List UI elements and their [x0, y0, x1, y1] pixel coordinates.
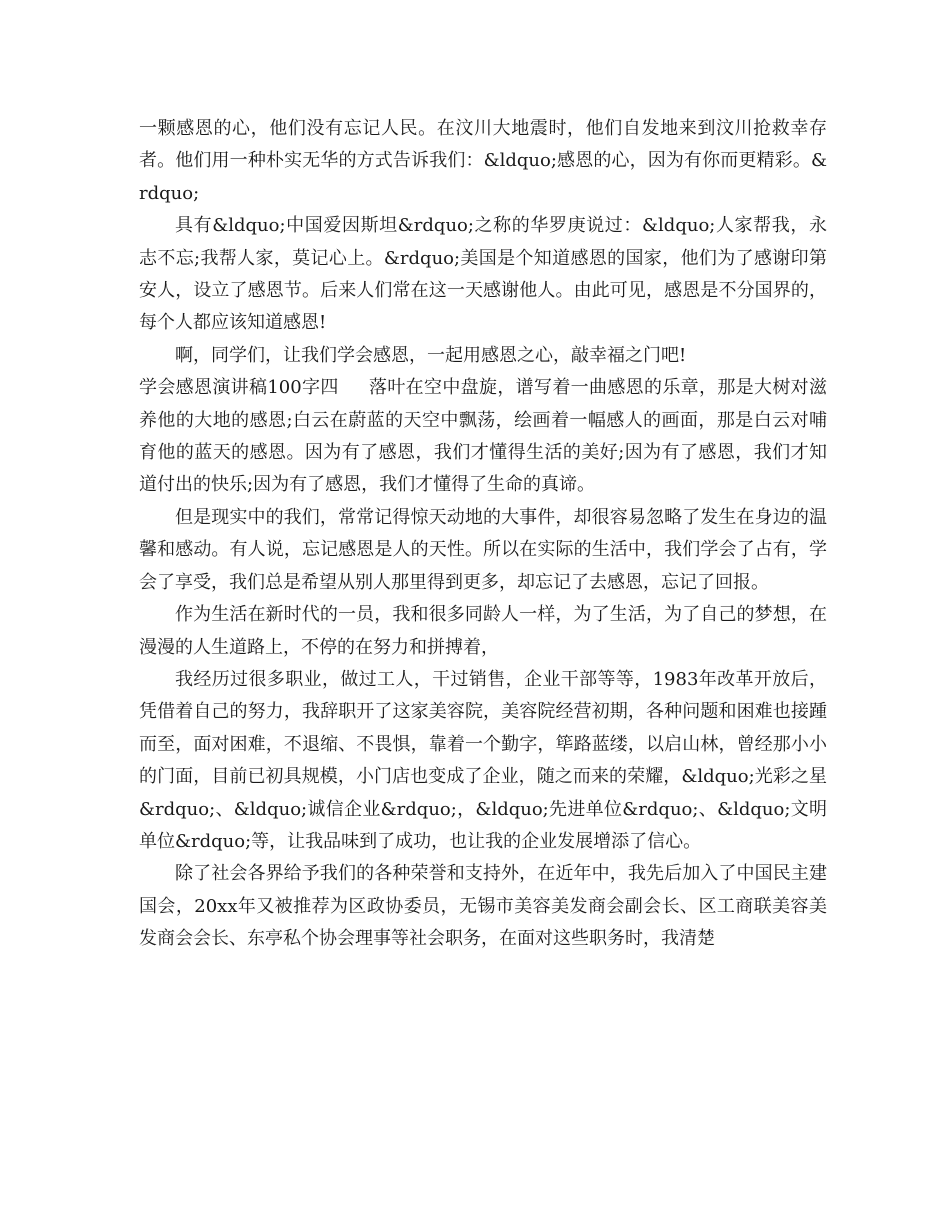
paragraph: 啊，同学们，让我们学会感恩，一起用感恩之心，敲幸福之门吧!: [175, 344, 687, 366]
section-first-text: 落叶在空中盘旋，谱写着一曲感恩的乐章，那是大树对滋养他的大地的感恩;白云在蔚蓝的天空中飘荡，绘画着一幅感人的画面，那是白云对哺育他的蓝天的感恩。因为有了感恩，我们才懂得生活的美好;因为有了感恩，我们才知道付出的快乐;因为有了感恩，我们才懂得了生命的真谛。: [139, 377, 827, 496]
paragraph: 具有&ldquo;中国爱因斯坦&rdquo;之称的华罗庚说过：&ldquo;人家帮我，永志不忘;我帮人家，莫记心上。&rdquo;美国是个知道感恩的国家，他们为了感谢印第安人，设立了感恩节。后来人们常在这一天感谢他人。由此可见，感恩是不分国界的，每个人都应该知道感恩!: [139, 215, 827, 334]
paragraph: 但是现实中的我们，常常记得惊天动地的大事件，却很容易忽略了发生在身边的温馨和感动。有人说，忘记感恩是人的天性。所以在实际的生活中，我们学会了占有，学会了享受，我们总是希望从别人那里得到更多，却忘记了去感恩，忘记了回报。: [139, 506, 827, 593]
paragraph: 我经历过很多职业，做过工人，干过销售，企业干部等等，1983年改革开放后，凭借着自己的努力，我辞职开了这家美容院，美容院经营初期，各种问题和困难也接踵而至，面对困难，不退缩、不畏惧，靠着一个勤字，筚路蓝缕，以启山林，曾经那小小的门面，目前已初具规模，小门店也变成了企业，随之而来的荣耀，&ldquo;光彩之星&rdquo;、&ldquo;诚信企业&rdquo;，&ldquo;先进单位&rdquo;、&ldquo;文明单位&rdquo;等，让我品味到了成功，也让我的企业发展增添了信心。: [139, 668, 827, 852]
section-paragraph: [139, 372, 827, 502]
section-title: 学会感恩演讲稿100字四: [139, 377, 339, 399]
document-body: [139, 113, 827, 956]
paragraph: 一颗感恩的心，他们没有忘记人民。在汶川大地震时，他们自发地来到汶川抢救幸存者。他们用一种朴实无华的方式告诉我们：&ldquo;感恩的心，因为有你而更精彩。&rdquo;: [139, 118, 827, 204]
paragraph: 作为生活在新时代的一员，我和很多同龄人一样，为了生活，为了自己的梦想，在漫漫的人生道路上，不停的在努力和拼搏着，: [139, 604, 827, 658]
paragraph: 除了社会各界给予我们的各种荣誉和支持外，在近年中，我先后加入了中国民主建国会，20xx年又被推荐为区政协委员，无锡市美容美发商会副会长、区工商联美容美发商会会长、东亭私个协会理事等社会职务，在面对这些职务时，我清楚: [139, 863, 827, 950]
